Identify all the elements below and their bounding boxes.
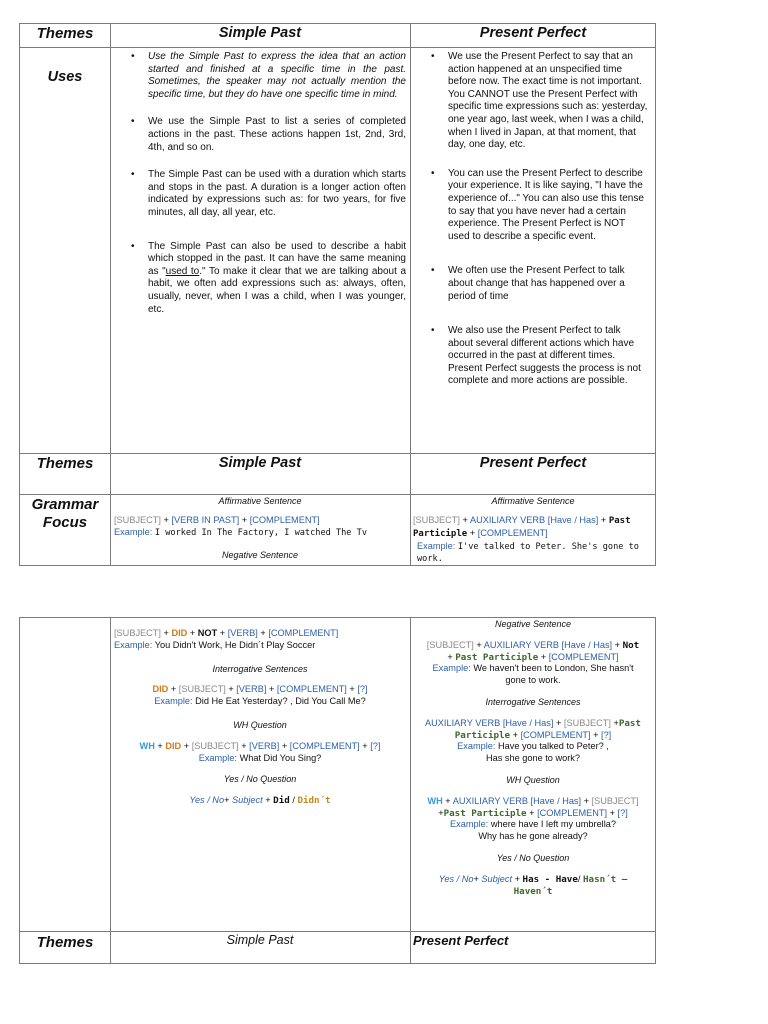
simple-past-grammar: [SUBJECT] + DID + NOT + [VERB] + [COMPLEMENT] Example: You Didn't Work, He Didn´t Play Soccer Interrogative Sentences DID + [SUBJECT] + [VERB] + [COMPLEMENT] + [?] Example: Did He Eat Yesterday? , Did You Call Me? WH Question WH + DID + [SUBJECT] + [VERB] + [COMPLEMENT] + [?] Example: What Did You Sing? Yes / No Question Yes / No+ Subject + Did / Didn´t [110, 628, 410, 807]
example: Example: What Did You Sing? [198, 752, 322, 763]
example: Example: You Didn't Work, He Didn´t Play Soccer [114, 639, 316, 650]
example: Example: Have you talked to Peter? , Has she gone to work? [457, 741, 609, 764]
present-perfect-uses [431, 51, 648, 388]
example: Example: I worked In The Factory, I watched The Tv [114, 526, 368, 538]
tenses-table-bottom [19, 617, 656, 964]
present-perfect-header: Present Perfect [479, 455, 587, 471]
formula: Yes / No+ Subject + Has - Have/ Hasn´t – Haven´t [438, 873, 628, 897]
list-item: • You can use the Present Perfect to describe your experience. It is like saying, "I have the experience of..." You can also use this tense to say that you have never had a certain experience. The Present Perfect is NOT used to describe a specific event. [431, 167, 644, 242]
formula: [SUBJECT] + AUXILIARY VERB [Have / Has] + Not + Past Participle + [COMPLEMENT] [426, 639, 640, 663]
themes-header: Themes [36, 455, 94, 472]
example: Example: where have I left my umbrella? Why has he gone already? [450, 819, 616, 842]
formula: AUXILIARY VERB [Have / Has] + [SUBJECT] +Past Participle + [COMPLEMENT] + [?] [425, 717, 641, 741]
simple-past-uses [131, 51, 406, 316]
example: Example: Did He Eat Yesterday? , Did You Call Me? [154, 696, 366, 707]
formula: DID + [SUBJECT] + [VERB] + [COMPLEMENT] + [?] [152, 684, 368, 695]
list-item: • We use the Simple Past to list a series of completed actions in the past. These actions happen 1st, 2nd, 3rd, 4th, and so on. [131, 116, 406, 153]
example: Example: We haven't been to London, She hasn't gone to work. [432, 663, 634, 686]
simple-past-affirmative: Affirmative Sentence [SUBJECT] + [VERB IN PAST] + [COMPLEMENT] Example: I worked In The Factory, I watched The Tv Negative Sentence [110, 496, 410, 566]
simple-past-header: Simple Past [218, 455, 302, 471]
present-perfect-grammar: Negative Sentence [SUBJECT] + AUXILIARY VERB [Have / Has] + Not + Past Participle + [COMPLEMENT] Example: We haven't been to London, She hasn't gone to work. Interrogative Sentences AUXILIARY VERB [Have / Has] + [SUBJECT] +Past Participle + [COMPLEMENT] + [?] Example: Have you talked to Peter? , Has she gone to work? WH Question WH + AUXILIARY VERB [Have / Has] + [SUBJECT] +Past Participle + [COMPLEMENT] + [?] Example: where have I left my umbrella? Why has he gone already? Yes / No Question Yes / No+ Subject + Has - Have/ Hasn´t – Haven´t [410, 619, 656, 897]
list-item: • We often use the Present Perfect to talk about change that has happened over a period of time [431, 265, 625, 302]
list-item: • Use the Simple Past to express the idea that an action started and finished at a specific time in the past. Sometimes, the speaker may not actually mention the specific time, but they do have one specific time in mind. [131, 51, 406, 100]
formula: [SUBJECT] + [VERB IN PAST] + [COMPLEMENT] [114, 515, 320, 525]
formula: [SUBJECT] + DID + NOT + [VERB] + [COMPLEMENT] [114, 628, 339, 638]
formula: WH + AUXILIARY VERB [Have / Has] + [SUBJECT] +Past Participle + [COMPLEMENT] + [?] [427, 795, 639, 819]
formula: [SUBJECT] + AUXILIARY VERB [Have / Has] + Past Participle + [COMPLEMENT] [413, 515, 631, 539]
simple-past-header: Simple Past [218, 25, 302, 41]
list-item: • The Simple Past can be used with a duration which starts and stops in the past. A duration is a longer action often indicated by expressions such as: for two years, for five minutes, all day, all year, etc. [131, 169, 406, 218]
list-item: • We also use the Present Perfect to talk about several different actions which have occurred in the past at different times. Present Perfect suggests the process is not complete and more actions are possible. [431, 325, 641, 387]
themes-header: Themes [36, 934, 94, 951]
example: Example: I've talked to Peter. She's gone to work. [417, 540, 639, 565]
themes-header: Themes [36, 25, 94, 42]
present-perfect-affirmative: Affirmative Sentence [SUBJECT] + AUXILIARY VERB [Have / Has] + Past Participle + [COMPLEMENT] Example: I've talked to Peter. She's gone to work. [410, 496, 656, 566]
grammar-focus-label: Grammar Focus [31, 496, 99, 531]
tenses-table-top [19, 23, 656, 566]
present-perfect-header: Present Perfect [413, 933, 509, 948]
present-perfect-header: Present Perfect [479, 25, 587, 41]
list-item: • We use the Present Perfect to say that an action happened at an unspecified time before now. The exact time is not important. You CANNOT use the Present Perfect with specific time expressions such as: yesterday, one year ago, last week, when I was a child, when I lived in Japan, at that moment, that day, one day, etc. [431, 51, 648, 151]
formula: Yes / No+ Subject + Did / Didn´t [189, 795, 331, 807]
simple-past-header: Simple Past [226, 933, 294, 947]
uses-label: Uses [47, 69, 83, 85]
formula: WH + DID + [SUBJECT] + [VERB] + [COMPLEMENT] + [?] [139, 740, 381, 751]
list-item: • The Simple Past can also be used to describe a habit which stopped in the past. It can have the same meaning as "used to." To make it clear that we are talking about a habit, we often add expressions such as: always, often, usually, never, when I was a child, when I was younger, etc. [131, 240, 406, 315]
